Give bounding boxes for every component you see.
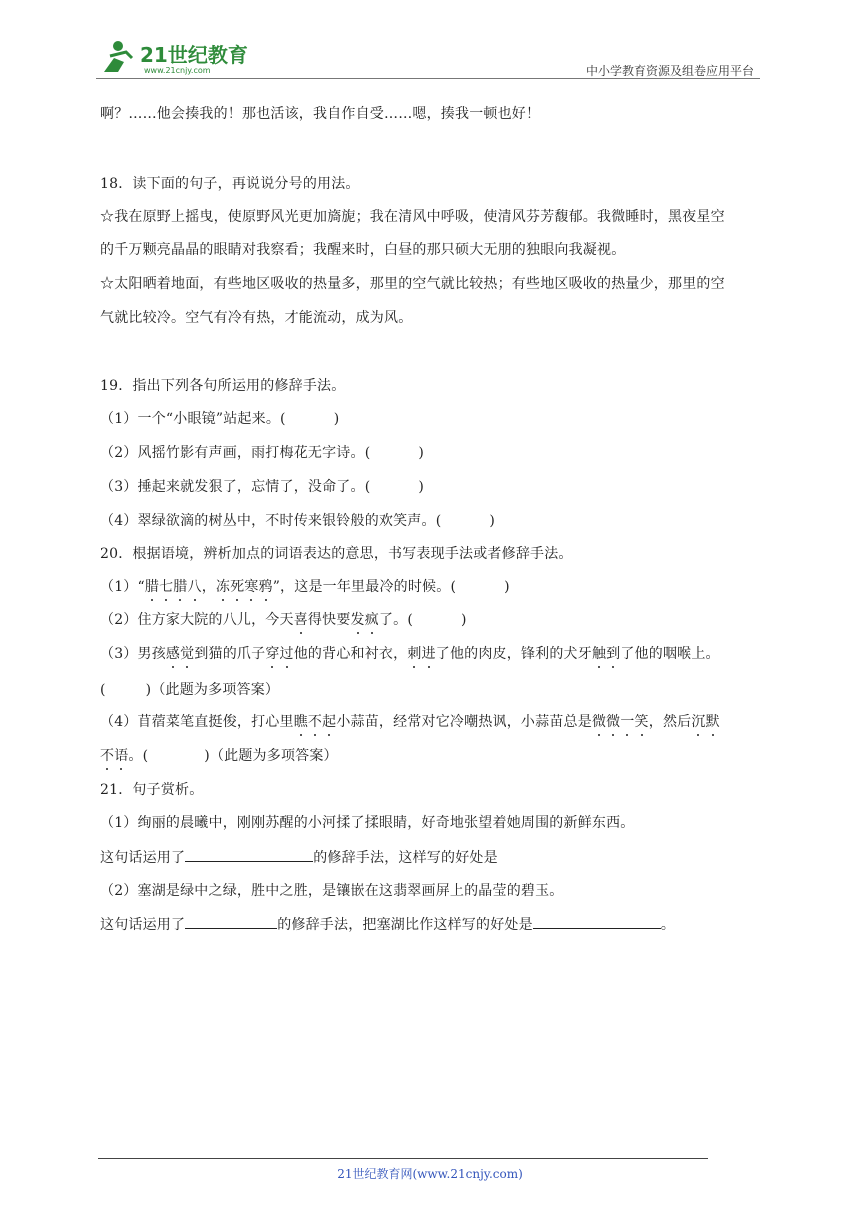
dotted-word — [294, 612, 308, 628]
item-21-1-answer: 这句话运用了 的修辞手法，这样写的好处是 — [100, 847, 498, 868]
emphasis-char: 触 — [591, 646, 607, 662]
emphasis-char: 微 — [591, 714, 607, 730]
emphasis-char: 死 — [230, 579, 245, 595]
emphasis-char: 语 — [114, 748, 129, 764]
item-19-4: （4）翠绿欲滴的树丛中，不时传来银铃般的欢笑声。( ) — [100, 513, 496, 529]
emphasis-char: 默 — [705, 714, 720, 730]
item-19-1: （1）一个“小眼镜”站起来。( ) — [100, 411, 340, 427]
logo — [96, 36, 266, 76]
emphasis-char: 一 — [620, 714, 635, 730]
item-19-3: （3）捶起来就发狠了，忘情了，没命了。( ) — [100, 479, 425, 495]
emphasis-char: 疯 — [364, 612, 379, 628]
dotted-word — [216, 579, 273, 595]
emphasis-char: 进 — [421, 646, 436, 662]
text-line: 啊？……他会揍我的！那也活该，我自作自受……嗯，揍我一顿也好！ — [100, 106, 541, 122]
footer-text: 21世纪教育网(www.21cnjy.com) — [337, 1167, 523, 1181]
dotted-word — [407, 646, 435, 662]
dotted-word — [351, 612, 379, 628]
emphasis-char: 起 — [322, 714, 337, 730]
dotted-word — [166, 646, 194, 662]
emphasis-char: 发 — [350, 612, 365, 628]
item-21-2: （2）塞湖是绿中之绿，胜中之胜，是镶嵌在这翡翠画屏上的晶莹的碧玉。 — [100, 883, 564, 899]
question-20: 20．根据语境，辨析加点的词语表达的意思，书写表现手法或者修辞手法。 — [100, 546, 573, 562]
answer-blank[interactable] — [185, 914, 277, 929]
item-20-3: （3）男孩感觉到猫的爪子穿过他的背心和衬衣，刺进了他的肉皮，锋利的犬牙触到了他的咽喉上。 — [100, 646, 720, 662]
emphasis-char: 笑 — [634, 714, 649, 730]
header-divider — [96, 78, 760, 79]
answer-20-3: ( )（此题为多项答案） — [100, 682, 280, 698]
item-21-1: （1）绚丽的晨曦中，刚刚苏醒的小河揉了揉眼睛，好奇地张望着她周围的新鲜东西。 — [100, 815, 635, 831]
emphasis-char: 不 — [307, 714, 323, 730]
emphasis-char: 刺 — [407, 646, 422, 662]
emphasis-char: 八 — [187, 579, 202, 595]
emphasis-char: 腊 — [144, 579, 160, 595]
emphasis-char: 不 — [100, 748, 115, 764]
text-line: 气就比较冷。空气有冷有热，才能流动，成为风。 — [100, 310, 413, 326]
emphasis-char: 鸦 — [258, 579, 273, 595]
question-21: 21．句子赏析。 — [100, 782, 204, 798]
emphasis-char: 穿 — [265, 646, 280, 662]
emphasis-char: 寒 — [244, 579, 259, 595]
text-line: 的千万颗亮晶晶的眼睛对我察看；我醒来时，白昼的那只硕大无朋的独眼向我凝视。 — [100, 242, 626, 258]
emphasis-char: 觉 — [180, 646, 195, 662]
page-header — [96, 30, 760, 80]
logo-url: www.21cnjy.com — [144, 66, 211, 75]
emphasis-char: 瞧 — [293, 714, 308, 730]
item-20-4: （4）苜蓿菜笔直挺俊，打心里瞧不起小蒜苗，经常对它冷嘲热讽，小蒜苗总是微微一笑，然后沉默 — [100, 714, 720, 730]
item-19-2: （2）风摇竹影有声画，雨打梅花无字诗。( ) — [100, 445, 425, 461]
emphasis-char: 到 — [606, 646, 621, 662]
text-line: ☆我在原野上摇曳，使原野风光更加旖旎；我在清风中呼吸，使清风芬芳馥郁。我微睡时，黑夜星空 — [100, 209, 725, 225]
footer-divider — [98, 1158, 708, 1159]
answer-blank[interactable] — [533, 914, 661, 929]
logo-text: 21世纪教育 — [140, 43, 248, 67]
emphasis-char: 感 — [165, 646, 181, 662]
answer-blank[interactable] — [185, 847, 313, 862]
emphasis-char: 冻 — [215, 579, 231, 595]
emphasis-char: 腊 — [173, 579, 188, 595]
item-20-4-cont: 不语。( )（此题为多项答案） — [100, 748, 338, 764]
emphasis-char: 七 — [159, 579, 174, 595]
platform-label: 中小学教育资源及组卷应用平台 — [585, 64, 754, 78]
dotted-word — [145, 579, 202, 595]
dotted-word — [100, 748, 128, 764]
question-18: 18．读下面的句子，再说说分号的用法。 — [100, 176, 360, 192]
emphasis-char: 微 — [606, 714, 621, 730]
dotted-word — [294, 714, 337, 730]
item-20-1: （1）“腊七腊八，冻死寒鸦”，这是一年里最冷的时候。( ) — [100, 579, 510, 595]
item-21-2-answer: 这句话运用了 的修辞手法，把塞湖比作这样写的好处是 。 — [100, 914, 675, 935]
emphasis-char: 过 — [279, 646, 294, 662]
item-20-2: （2）住方家大院的八儿，今天喜得快要发疯了。( ) — [100, 612, 467, 628]
dotted-word — [592, 646, 620, 662]
text-line: ☆太阳晒着地面，有些地区吸收的热量多，那里的空气就比较热；有些地区吸收的热量少，那里的空 — [100, 276, 725, 292]
dotted-word — [265, 646, 293, 662]
emphasis-char: 沉 — [691, 714, 706, 730]
question-19: 19．指出下列各句所运用的修辞手法。 — [100, 378, 346, 394]
dotted-word — [592, 714, 649, 730]
emphasis-char: 喜 — [293, 612, 308, 628]
dotted-word — [691, 714, 719, 730]
